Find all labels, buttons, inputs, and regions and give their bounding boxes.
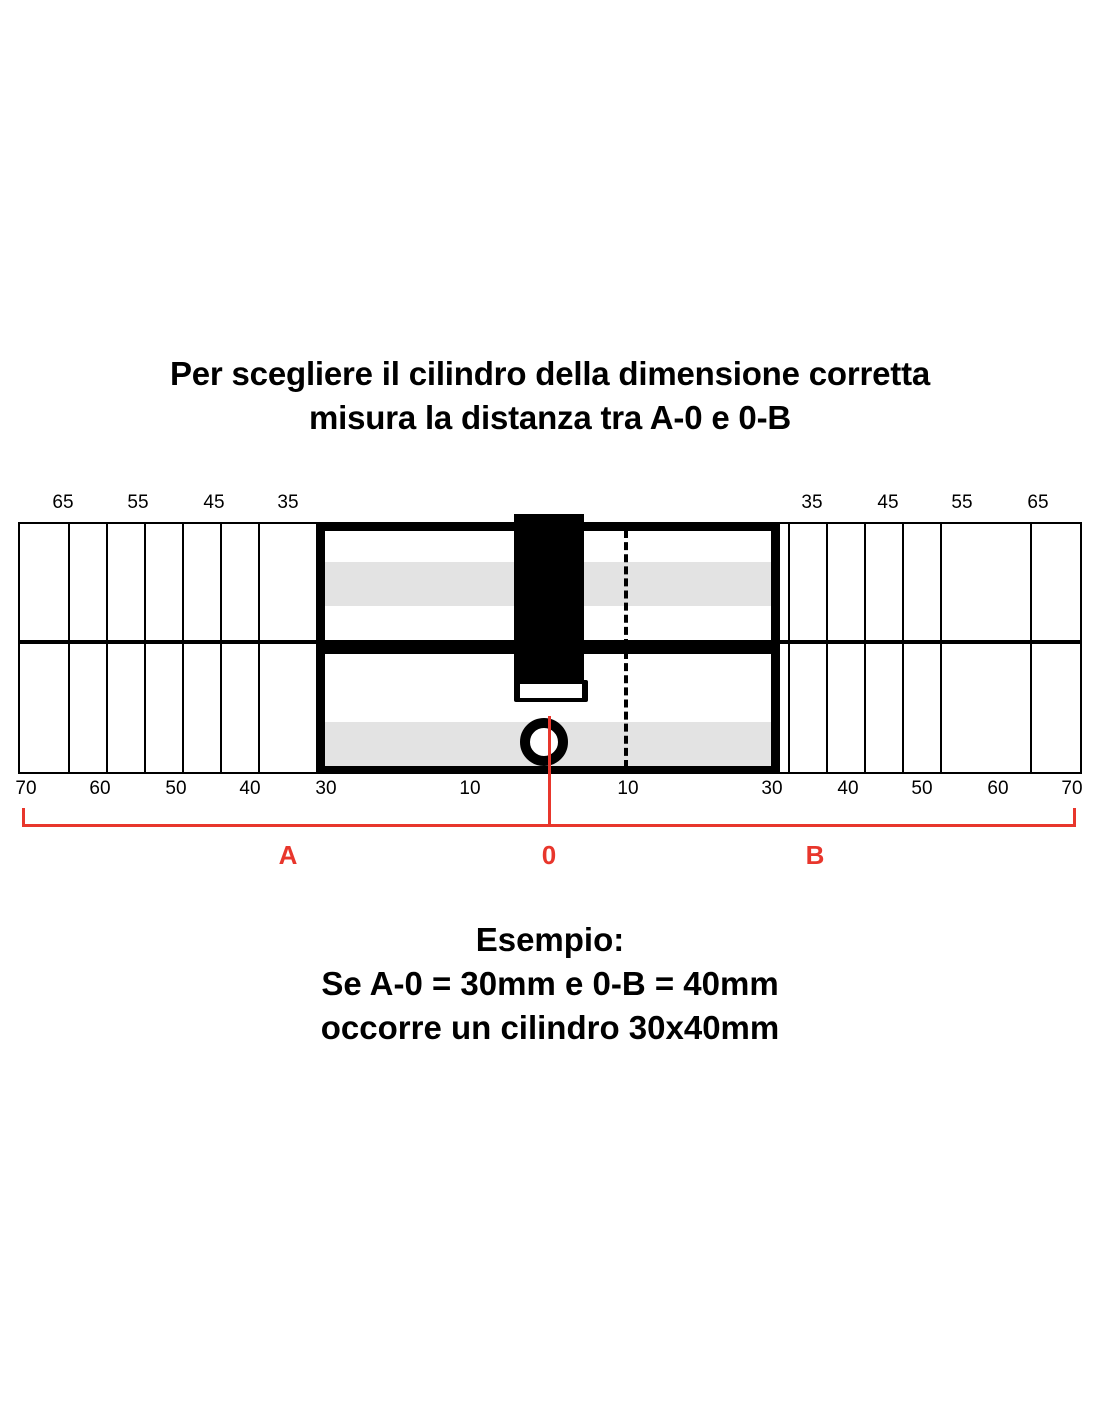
example-title: Esempio: (475, 921, 625, 958)
scale-bottom-label: 40 (837, 778, 859, 799)
scale-bottom-center-label: 10 (617, 778, 639, 799)
scale-bottom-label: 30 (315, 778, 337, 799)
measure-line-a (22, 824, 548, 827)
measure-tick-right (1073, 808, 1076, 826)
scale-top-label: 45 (203, 492, 225, 513)
marker-label-b: B (805, 840, 825, 870)
cylinder-measurement-diagram (0, 490, 1100, 890)
measure-tick-left (22, 808, 25, 826)
scale-bottom-label: 60 (89, 778, 111, 799)
scale-bottom-label: 40 (239, 778, 261, 799)
example-line-1: Se A-0 = 30mm e 0-B = 40mm (321, 964, 779, 1002)
measure-line-b (548, 824, 1076, 827)
scale-bottom-label: 50 (911, 778, 933, 799)
scale-bottom-label: 60 (987, 778, 1009, 799)
cylinder-illustration (316, 522, 780, 774)
scale-top-label: 35 (277, 492, 299, 513)
marker-label-a: A (278, 840, 298, 870)
page-title (0, 352, 1100, 439)
scale-bottom-label: 70 (1061, 778, 1083, 799)
page-title-line-1: Per scegliere il cilindro della dimensione corretta (169, 355, 931, 392)
scale-top-label: 65 (1027, 492, 1049, 513)
scale-top-label: 45 (877, 492, 899, 513)
scale-top-label: 65 (52, 492, 74, 513)
scale-top-label: 55 (127, 492, 149, 513)
marker-label-zero: 0 (541, 840, 557, 870)
cylinder-cam-notch-inner (520, 684, 582, 698)
scale-top-label: 55 (951, 492, 973, 513)
page-title-line-2: misura la distanza tra A-0 e 0-B (308, 398, 792, 436)
scale-bottom-center-label: 10 (459, 778, 481, 799)
scale-bottom-label: 70 (15, 778, 37, 799)
example-block (0, 918, 1100, 1050)
cylinder-cam-stem (514, 514, 584, 694)
scale-bottom-label: 50 (165, 778, 187, 799)
keyhole-icon (520, 718, 568, 766)
example-line-2: occorre un cilindro 30x40mm (320, 1008, 780, 1046)
scale-top-label: 35 (801, 492, 823, 513)
scale-bottom-label: 30 (761, 778, 783, 799)
cylinder-center-dashed-line (624, 530, 628, 768)
